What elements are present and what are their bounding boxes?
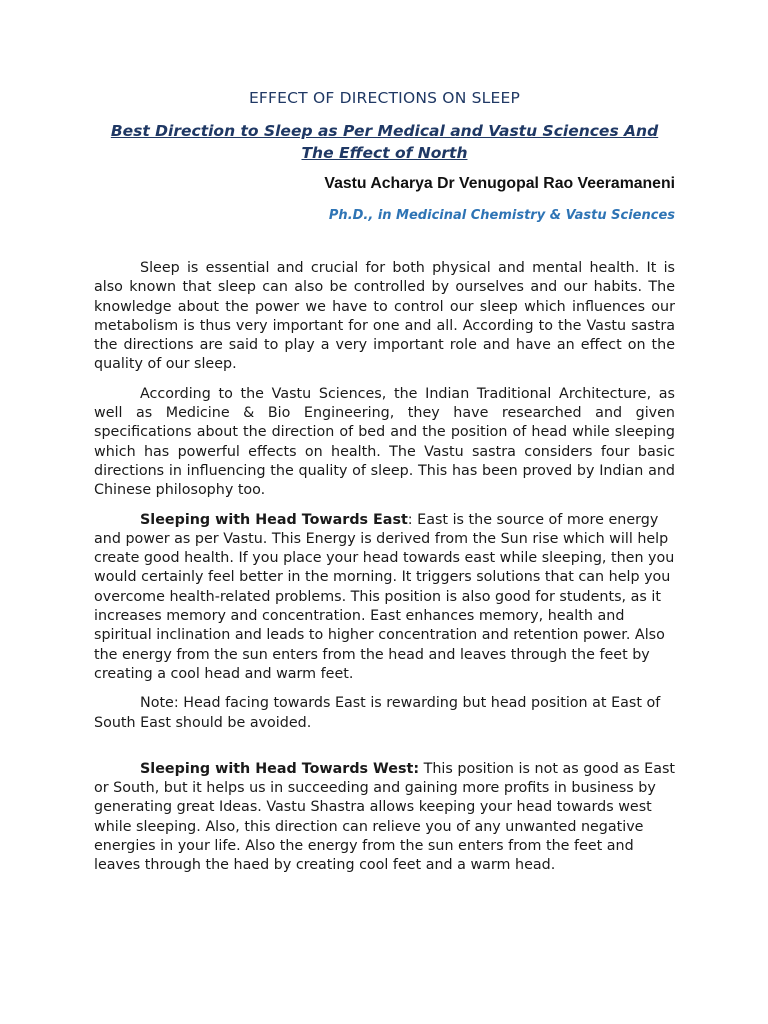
paragraph-west <box>94 760 675 876</box>
west-heading: Sleeping with Head Towards West: <box>140 760 420 777</box>
paragraph-east <box>94 511 675 685</box>
east-colon: : <box>407 511 413 528</box>
west-body: This position is not as good as East or South, but it helps us in succeeding and gaining more profits in business by generating great Ideas. Vastu Shastra allows keeping your head towards west while sleeping. Also, this direction can relieve you of any unwanted negative energies in your life. Also the energy from the sun enters from the feet and leaves through the haed by creating cool feet and a warm head. <box>94 760 676 874</box>
document-title: EFFECT OF DIRECTIONS ON SLEEP <box>248 89 521 107</box>
author-name: Vastu Acharya Dr Venugopal Rao Veeramaneni <box>324 175 675 192</box>
author-credentials: Ph.D., in Medicinal Chemistry & Vastu Sciences <box>328 208 675 223</box>
paragraph-vastu-sciences: According to the Vastu Sciences, the Indian Traditional Architecture, as well as Medicine & Bio Engineering, they have researched and given specifications about the direction of bed and the position of head while sleeping which has powerful effects on health. The Vastu sastra considers four basic directions in influencing the quality of sleep. This has been proved by Indian and Chinese philosophy too. <box>94 385 675 499</box>
paragraph-intro: Sleep is essential and crucial for both physical and mental health. It is also known that sleep can also be controlled by ourselves and our habits. The knowledge about the power we have to control our sleep which influences our metabolism is thus very important for one and all. According to the Vastu sastra the directions are said to play a very important role and have an effect on the quality of our sleep. <box>94 260 675 373</box>
east-heading: Sleeping with Head Towards East <box>140 511 408 528</box>
paragraph-note: Note: Head facing towards East is rewarding but head position at East of South East should be avoided. <box>94 695 661 731</box>
east-body: East is the source of more energy and power as per Vastu. This Energy is derived from the Sun rise which will help create good health. If you place your head towards east while sleeping, then you would certainly feel better in the morning. It triggers solutions that can help you overcome health-related problems. This position is also good for students, as it increases memory and concentration. East enhances memory, health and spiritual inclination and leads to higher concentration and retention power. Also the energy from the sun enters from the head and leaves through the feet by creating a cool head and warm feet. <box>94 511 675 682</box>
section-spacer <box>94 743 675 760</box>
document-subtitle: Best Direction to Sleep as Per Medical and Vastu Sciences And The Effect of North <box>110 122 659 162</box>
document-page <box>94 86 675 886</box>
